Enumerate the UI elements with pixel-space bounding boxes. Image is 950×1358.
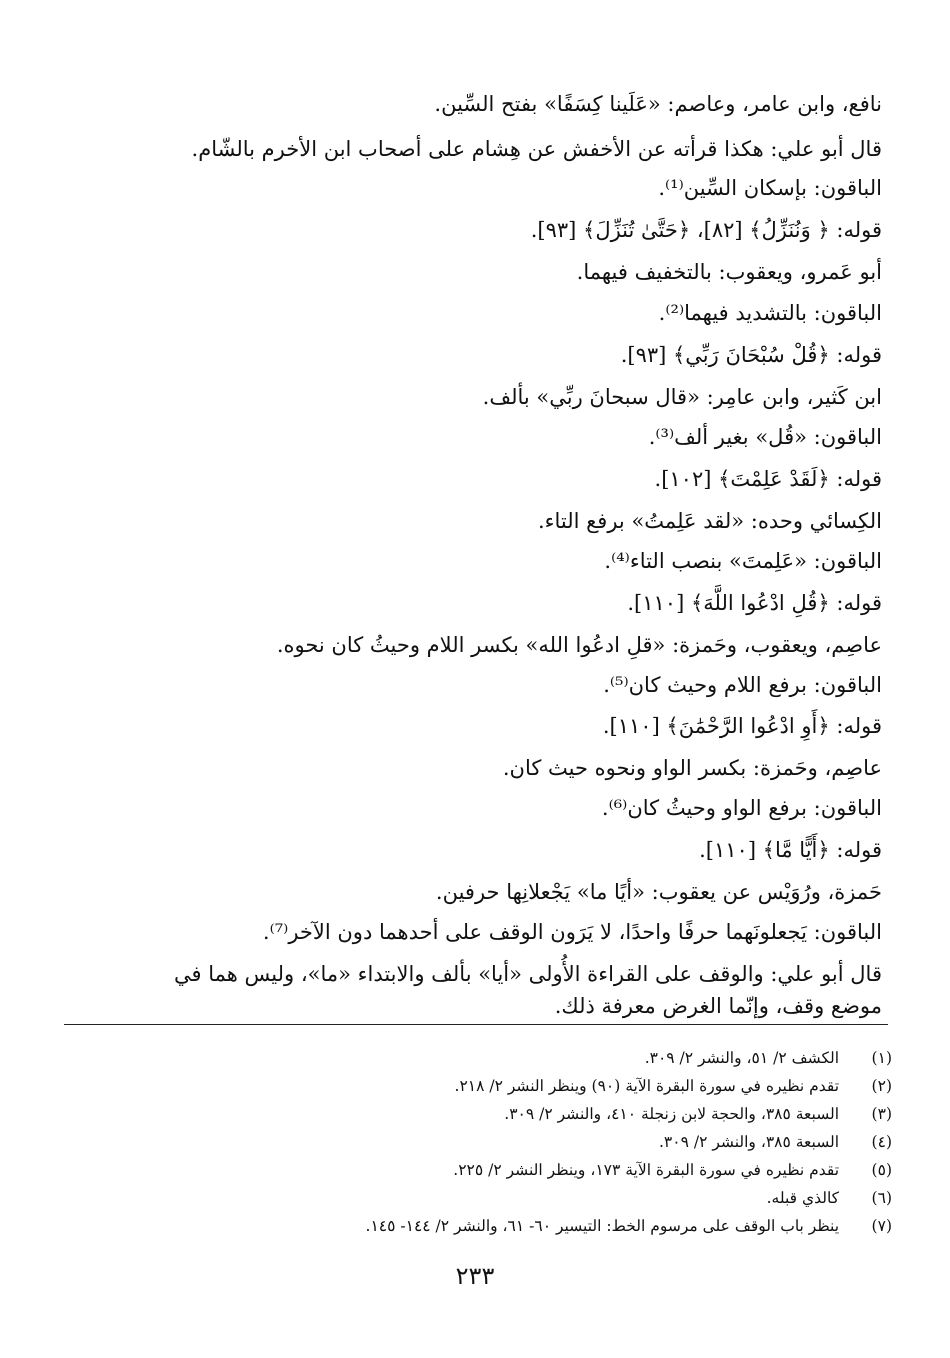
text-line: عاصِم، وحَمزة: بكسر الواو ونحوه حيث كان.: [502, 756, 882, 780]
footnote: [60, 1158, 892, 1182]
footnote: [60, 1130, 892, 1154]
footnote-number: (٦): [871, 1189, 892, 1207]
page-number: ٢٣٣: [455, 1262, 495, 1290]
text-line: أبو عَمرو، ويعقوب: بالتخفيف فيهما.: [576, 260, 882, 284]
text-line: قوله: ﴿لَقَدْ عَلِمْتَ﴾ [١٠٢].: [654, 467, 882, 491]
text-line: الباقون: يَجعلونَهما حرفًا واحدًا، لا يَرَون الوقف على أحدهما دون الآخر⁽⁷⁾.: [262, 920, 882, 944]
text-line: عاصِم، ويعقوب، وحَمزة: «قلِ ادعُوا الله» بكسر اللام وحيثُ كان نحوه.: [276, 633, 882, 657]
footnote-text: تقدم نظيره في سورة البقرة الآية (٩٠) وينظر النشر ٢/ ٢١٨.: [454, 1077, 840, 1095]
footnote: [60, 1214, 892, 1238]
text-line: قوله: ﴿أَيًّا مَّا﴾ [١١٠].: [699, 838, 882, 862]
text-line: الباقون: «قُل» بغير ألف⁽³⁾.: [648, 425, 882, 449]
footnote: [60, 1074, 892, 1098]
footnote-number: (١): [871, 1049, 892, 1067]
text-line: ابن كَثير، وابن عامِر: «قال سبحانَ ربِّي» بألف.: [482, 385, 882, 409]
text-line: الباقون: بإسكان السِّين⁽¹⁾.: [658, 176, 882, 200]
footnote: [60, 1046, 892, 1070]
footnote-text: السبعة ٣٨٥، والحجة لابن زنجلة ٤١٠، والنشر ٢/ ٣٠٩.: [504, 1105, 840, 1123]
text-line: الباقون: برفع اللام وحيث كان⁽⁵⁾.: [603, 673, 882, 697]
text-line: قال أبو علي: هكذا قرأته عن الأخفش عن هِشام على أصحاب ابن الأخرم بالشّام.: [191, 137, 882, 161]
footnote-divider: [64, 1024, 888, 1025]
text-line: الباقون: بالتشديد فيهما⁽²⁾.: [658, 301, 882, 325]
text-line: موضع وقف، وإنّما الغرض معرفة ذلك.: [554, 994, 882, 1018]
text-line: الباقون: برفع الواو وحيثُ كان⁽⁶⁾.: [601, 796, 882, 820]
footnote-text: السبعة ٣٨٥، والنشر ٢/ ٣٠٩.: [658, 1133, 840, 1151]
text-line: قوله: ﴿أَوِ ادْعُوا الرَّحْمَٰنَ﴾ [١١٠].: [602, 714, 882, 738]
footnote: [60, 1102, 892, 1126]
text-line: قوله: ﴿قُلْ سُبْحَانَ رَبِّي﴾ [٩٣].: [620, 343, 882, 367]
footnote-text: تقدم نظيره في سورة البقرة الآية ١٧٣، وينظر النشر ٢/ ٢٢٥.: [453, 1161, 840, 1179]
footnote-number: (٣): [871, 1105, 892, 1123]
text-line: قال أبو علي: والوقف على القراءة الأُولى «أيا» بألف والابتداء «ما»، وليس هما في: [173, 962, 882, 986]
text-line: نافع، وابن عامر، وعاصم: «عَلَينا كِسَفًا» بفتح السِّين.: [434, 92, 882, 116]
footnote-text: الكشف ٢/ ٥١، والنشر ٢/ ٣٠٩.: [644, 1049, 840, 1067]
text-line: حَمزة، ورُوَيْس عن يعقوب: «أيًا ما» يَجْعلانِها حرفين.: [435, 880, 882, 904]
text-line: قوله: ﴿قُلِ ادْعُوا اللَّهَ﴾ [١١٠].: [627, 591, 882, 615]
text-line: الكِسائي وحده: «لقد عَلِمتُ» برفع التاء.: [537, 509, 882, 533]
footnote-number: (٢): [871, 1077, 892, 1095]
text-line: قوله: ﴿ وَنُنَزِّلُ﴾ [٨٢]، ﴿حَتَّىٰ تُنَزِّلَ﴾ [٩٣].: [530, 218, 882, 242]
footnote-number: (٥): [871, 1161, 892, 1179]
footnote-text: ينظر باب الوقف على مرسوم الخط: التيسير ٦٠- ٦١، والنشر ٢/ ١٤٤- ١٤٥.: [365, 1217, 840, 1235]
footnote-number: (٤): [871, 1133, 892, 1151]
footnote-text: كالذي قبله.: [766, 1189, 840, 1207]
text-line: الباقون: «عَلِمتَ» بنصب التاء⁽⁴⁾.: [604, 549, 882, 573]
footnote-number: (٧): [871, 1217, 892, 1235]
footnote: [60, 1186, 892, 1210]
